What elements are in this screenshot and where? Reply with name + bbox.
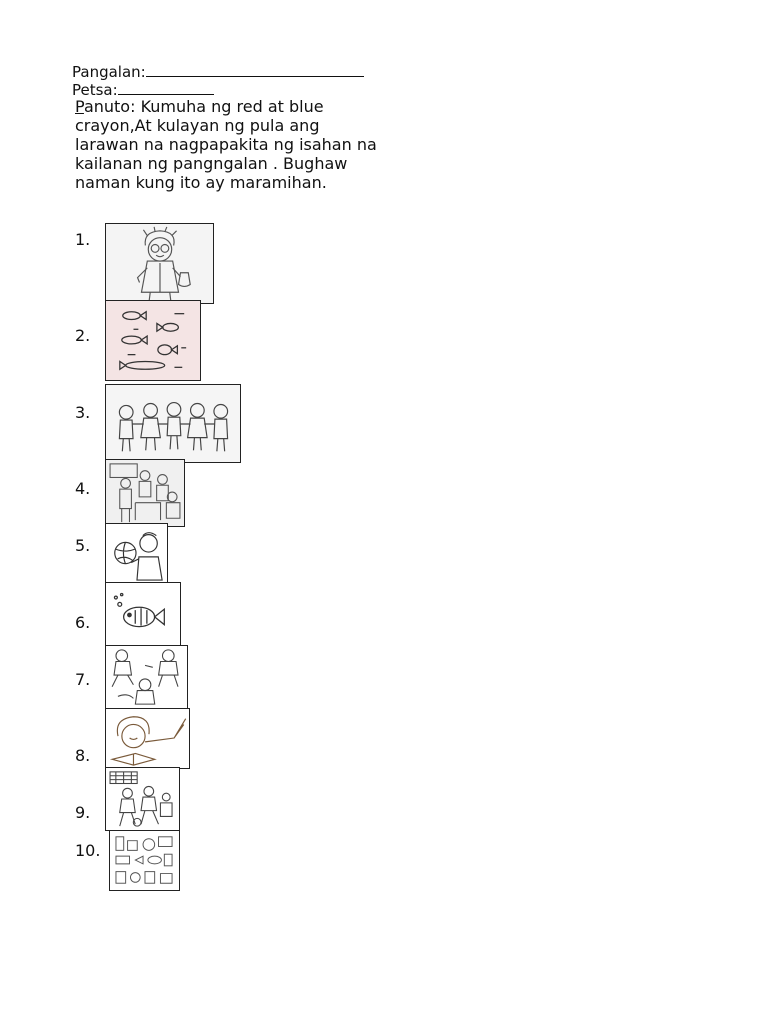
item-number-9: 9. [75, 803, 91, 822]
instructions-first-letter: P [75, 97, 84, 116]
item-number-4: 4. [75, 479, 91, 498]
item-number-5: 5. [75, 536, 91, 555]
kids-playing-football-icon [105, 767, 180, 831]
many-fish-icon [105, 300, 201, 381]
item-number-3: 3. [75, 403, 91, 422]
name-blank-line[interactable] [146, 62, 364, 77]
girl-reading-icon [105, 708, 190, 769]
single-fish-icon [105, 582, 181, 646]
item-number-7: 7. [75, 670, 91, 689]
item-number-8: 8. [75, 746, 91, 765]
group-of-children-icon [105, 384, 241, 463]
instructions-body: anuto: Kumuha ng red at blue crayon,At kulayan ng pula ang larawan na nagpapakita ng isahan na kailanan ng pangngalan . Bughaw naman kung ito ay maramihan. [75, 97, 377, 192]
item-number-2: 2. [75, 326, 91, 345]
people-in-classroom-icon [105, 459, 185, 527]
name-field [72, 62, 364, 81]
child-scientist-icon [105, 223, 214, 304]
children-playing-icon [105, 645, 188, 710]
name-label: Pangalan: [72, 63, 146, 81]
date-blank-line[interactable] [118, 80, 214, 95]
item-number-1: 1. [75, 230, 91, 249]
boy-with-volleyball-icon [105, 523, 168, 583]
many-objects-icon [109, 830, 180, 891]
item-number-10: 10. [75, 841, 101, 860]
date-label: Petsa: [72, 81, 118, 99]
instructions-text [75, 97, 385, 192]
item-number-6: 6. [75, 613, 91, 632]
